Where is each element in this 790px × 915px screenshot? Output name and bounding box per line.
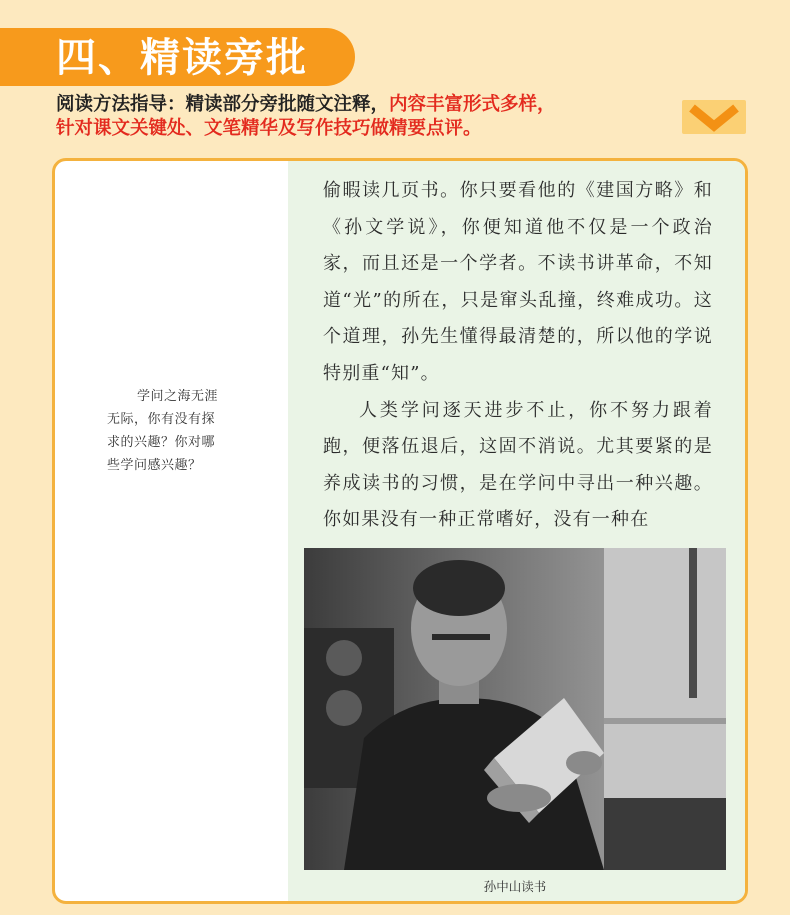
body-paragraph: 人类学问逐天进步不止，你不努力跟着跑，便落伍退后，这固不消说。尤其要紧的是养成读书的习惯，是在学问中寻出一种兴趣。你如果没有一种正常嗜好，没有一种在 [323,399,713,531]
photo-illustration [304,548,726,870]
photo-sun-yat-sen-reading [304,548,726,870]
annotation-line: 些学问感兴趣？ [107,458,202,473]
chevron-down-icon-graphic [682,100,746,134]
guide-label: 阅读方法指导： [56,94,186,115]
margin-annotation [107,385,247,477]
section-title: 四、精读旁批 [56,35,308,81]
body-paragraph: 偷暇读几页书。你只要看他的《建国方略》和《孙文学说》，你便知道他不仅是一个政治家，而且还是一个学者。不读书讲革命，不知道“光”的所在，只是窜头乱撞，终难成功。这个道理，孙先生懂得最清楚的，所以他的学说特别重“知”。 [323,180,713,384]
guide-highlight-2: 针对课文关键处、文笔精华及写作技巧做精要点评。 [56,118,482,139]
reading-guide [56,93,666,141]
annotation-line: 无际，你有没有探 [107,412,216,427]
photo-caption: 孙中山读书 [483,879,547,894]
guide-highlight-1: 内容丰富形式多样， [389,94,556,115]
chevron-down-icon[interactable] [682,100,746,134]
annotation-line: 学问之海无涯 [137,389,219,404]
guide-text: 精读部分旁批随文注释， [185,94,390,115]
body-text [323,173,713,539]
reading-card [52,158,748,904]
annotation-line: 求的兴趣？你对哪 [107,435,216,450]
